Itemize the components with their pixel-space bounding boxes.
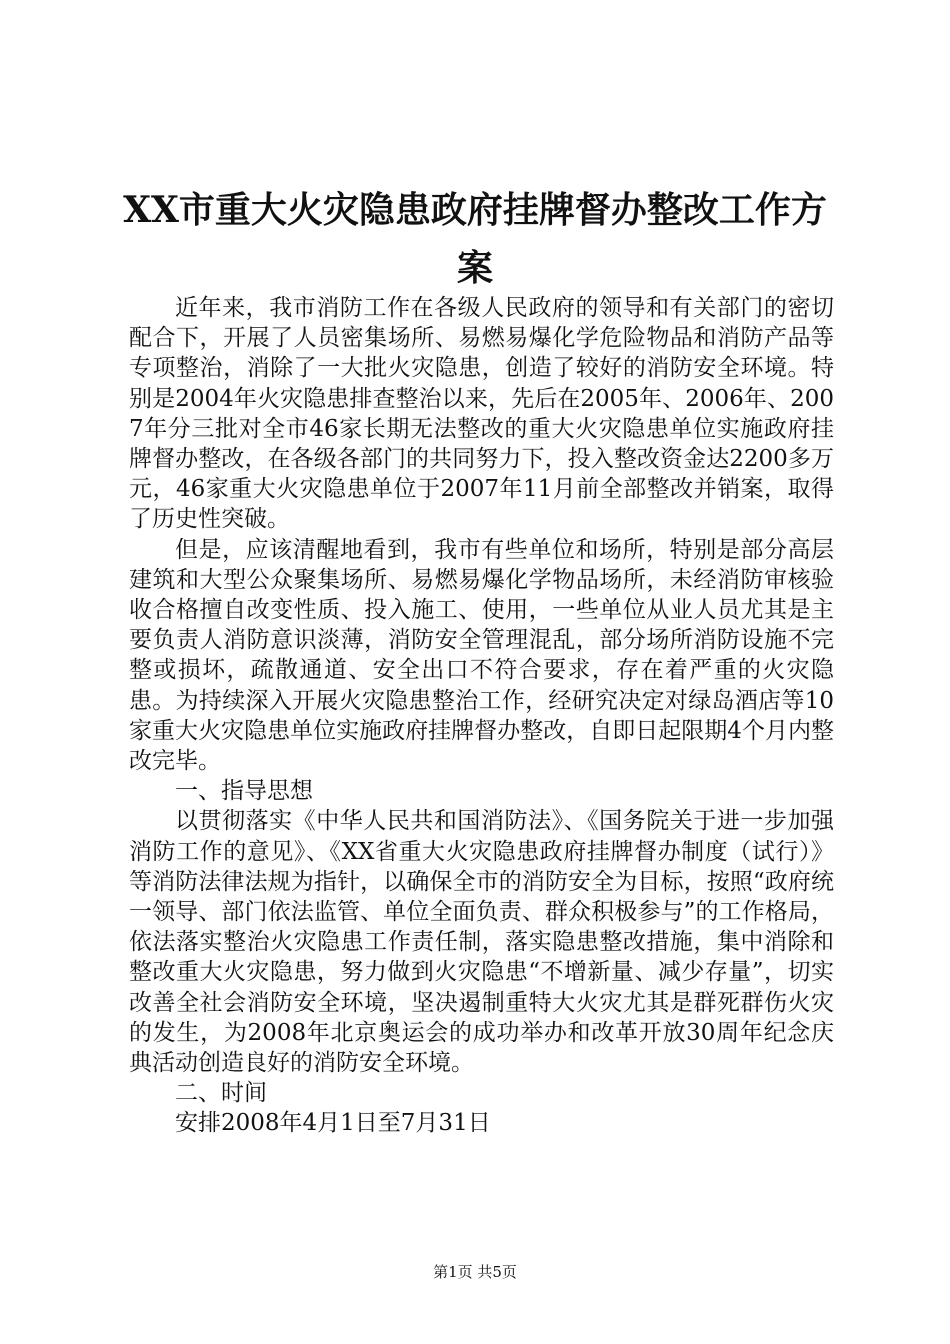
document-title-line-2: 案	[456, 247, 493, 289]
page-number-footer: 第1页 共5页	[433, 1263, 517, 1281]
section-heading-time: 二、时间	[175, 1080, 267, 1107]
paragraph-intro: 近年来，我市消防工作在各级人民政府的领导和有关部门的密切配合下，开展了人员密集场所、易燃易爆化学危险物品和消防产品等专项整治，消除了一大批火灾隐患，创造了较好的消防安全环境。特别是2004年火灾隐患排查整治以来，先后在2005年、2006年、2007年分三批对全市46家长期无法整改的重大火灾隐患单位实施政府挂牌督办整改，在各级各部门的共同努力下，投入整改资金达2200多万元，46家重大火灾隐患单位于2007年11月前全部整改并销案，取得了历史性突破。	[129, 295, 834, 533]
paragraph-time-schedule: 安排2008年4月1日至7月31日	[175, 1110, 491, 1137]
paragraph-guiding-ideology: 以贯彻落实《中华人民共和国消防法》、《国务院关于进一步加强消防工作的意见》、《XX省重大火灾隐患政府挂牌督办制度（试行）》等消防法律法规为指针，以确保全市的消防安全为目标，按照“政府统一领导、部门依法监管、单位全面负责、群众积极参与”的工作格局，依法落实整治火灾隐患工作责任制，落实隐患整改措施，集中消除和整改重大火灾隐患，努力做到火灾隐患“不增新量、减少存量”，切实改善全社会消防安全环境，坚决遏制重特大火灾尤其是群死群伤火灾的发生，为2008年北京奥运会的成功举办和改革开放30周年纪念庆典活动创造良好的消防安全环境。	[129, 808, 834, 1077]
section-heading-guiding-ideology: 一、指导思想	[175, 778, 313, 805]
paragraph-problems: 但是，应该清醒地看到，我市有些单位和场所，特别是部分高层建筑和大型公众聚集场所、易燃易爆化学物品场所，未经消防审核验收合格擅自改变性质、投入施工、使用，一些单位从业人员尤其是主要负责人消防意识淡薄，消防安全管理混乱，部分场所消防设施不完整或损坏，疏散通道、安全出口不符合要求，存在着严重的火灾隐患。为持续深入开展火灾隐患整治工作，经研究决定对绿岛酒店等10家重大火灾隐患单位实施政府挂牌督办整改，自即日起限期4个月内整改完毕。	[129, 536, 834, 775]
document-title-line-1: XX市重大火灾隐患政府挂牌督办整改工作方	[123, 189, 827, 231]
document-body	[129, 293, 834, 1139]
